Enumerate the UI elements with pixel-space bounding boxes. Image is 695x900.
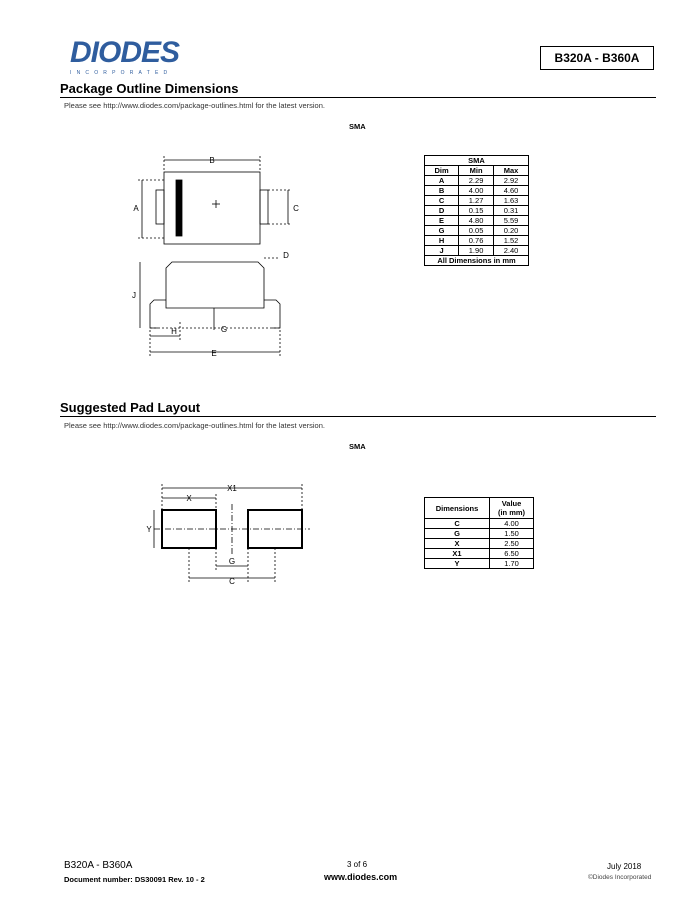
dim-label-g: G xyxy=(220,325,228,334)
pad-package-label: SMA xyxy=(349,442,366,451)
pad-dim-label-c: C xyxy=(229,577,235,586)
pad-dim-label-y: Y xyxy=(146,525,152,534)
table-row: Y 1.70 xyxy=(425,559,534,569)
dim-label-j: J xyxy=(132,291,136,300)
table-row: C 1.27 1.63 xyxy=(425,196,529,206)
dim-label-c: C xyxy=(293,204,299,213)
footer-copyright: ©Diodes Incorporated xyxy=(588,874,652,881)
section-divider xyxy=(60,97,656,98)
table-row: A 2.29 2.92 xyxy=(425,176,529,186)
table-row: H 0.76 1.52 xyxy=(425,236,529,246)
table-header: SMA xyxy=(425,156,529,166)
section-title-pad-layout: Suggested Pad Layout xyxy=(60,400,201,415)
footer-part: B320A - B360A xyxy=(64,860,133,871)
footer-date: July 2018 xyxy=(607,862,642,871)
pad-layout-note: Please see http://www.diodes.com/package-outlines.html for the latest version. xyxy=(64,421,325,430)
table-row: E 4.80 5.59 xyxy=(425,216,529,226)
dim-label-h: H xyxy=(171,327,177,336)
dim-label-e: E xyxy=(211,349,217,358)
dim-label-b: B xyxy=(209,156,215,165)
table-row: D 0.15 0.31 xyxy=(425,206,529,216)
pad-layout-drawing xyxy=(140,478,310,588)
table-row: X1 6.50 xyxy=(425,549,534,559)
pad-dim-label-x: X xyxy=(186,494,192,503)
package-outline-note: Please see http://www.diodes.com/package-outlines.html for the latest version. xyxy=(64,101,325,110)
table-footer: All Dimensions in mm xyxy=(425,256,529,266)
column-header: Min xyxy=(459,166,494,176)
package-outline-drawing xyxy=(128,150,303,365)
dim-label-a: A xyxy=(133,204,139,213)
part-title-box: B320A - B360A xyxy=(540,46,654,70)
package-body-side-view xyxy=(166,262,264,308)
logo-subtext: INCORPORATED xyxy=(70,70,173,76)
package-label: SMA xyxy=(349,122,366,131)
section-title-package-outline: Package Outline Dimensions xyxy=(60,81,239,96)
footer-page-number: 3 of 6 xyxy=(347,860,368,869)
logo-text: DIODES xyxy=(70,36,180,69)
company-logo xyxy=(70,38,195,80)
pad-dimensions-table xyxy=(424,497,534,569)
dim-label-d: D xyxy=(283,251,289,260)
column-header: Value (in mm) xyxy=(490,498,534,519)
table-row: J 1.90 2.40 xyxy=(425,246,529,256)
column-header: Dim xyxy=(425,166,459,176)
package-dimensions-table xyxy=(424,155,529,266)
pad-dim-label-x1: X1 xyxy=(227,484,237,493)
table-row: G 0.05 0.20 xyxy=(425,226,529,236)
pad-dim-label-g: G xyxy=(228,557,236,566)
section-divider xyxy=(60,416,656,417)
table-row: C 4.00 xyxy=(425,519,534,529)
table-row: B 4.00 4.60 xyxy=(425,186,529,196)
column-header: Dimensions xyxy=(425,498,490,519)
table-row: X 2.50 xyxy=(425,539,534,549)
cathode-band xyxy=(176,180,182,236)
table-row: G 1.50 xyxy=(425,529,534,539)
footer-website-link[interactable]: www.diodes.com xyxy=(324,872,398,882)
footer-doc-number: Document number: DS30091 Rev. 10 - 2 xyxy=(64,875,205,884)
column-header: Max xyxy=(494,166,529,176)
